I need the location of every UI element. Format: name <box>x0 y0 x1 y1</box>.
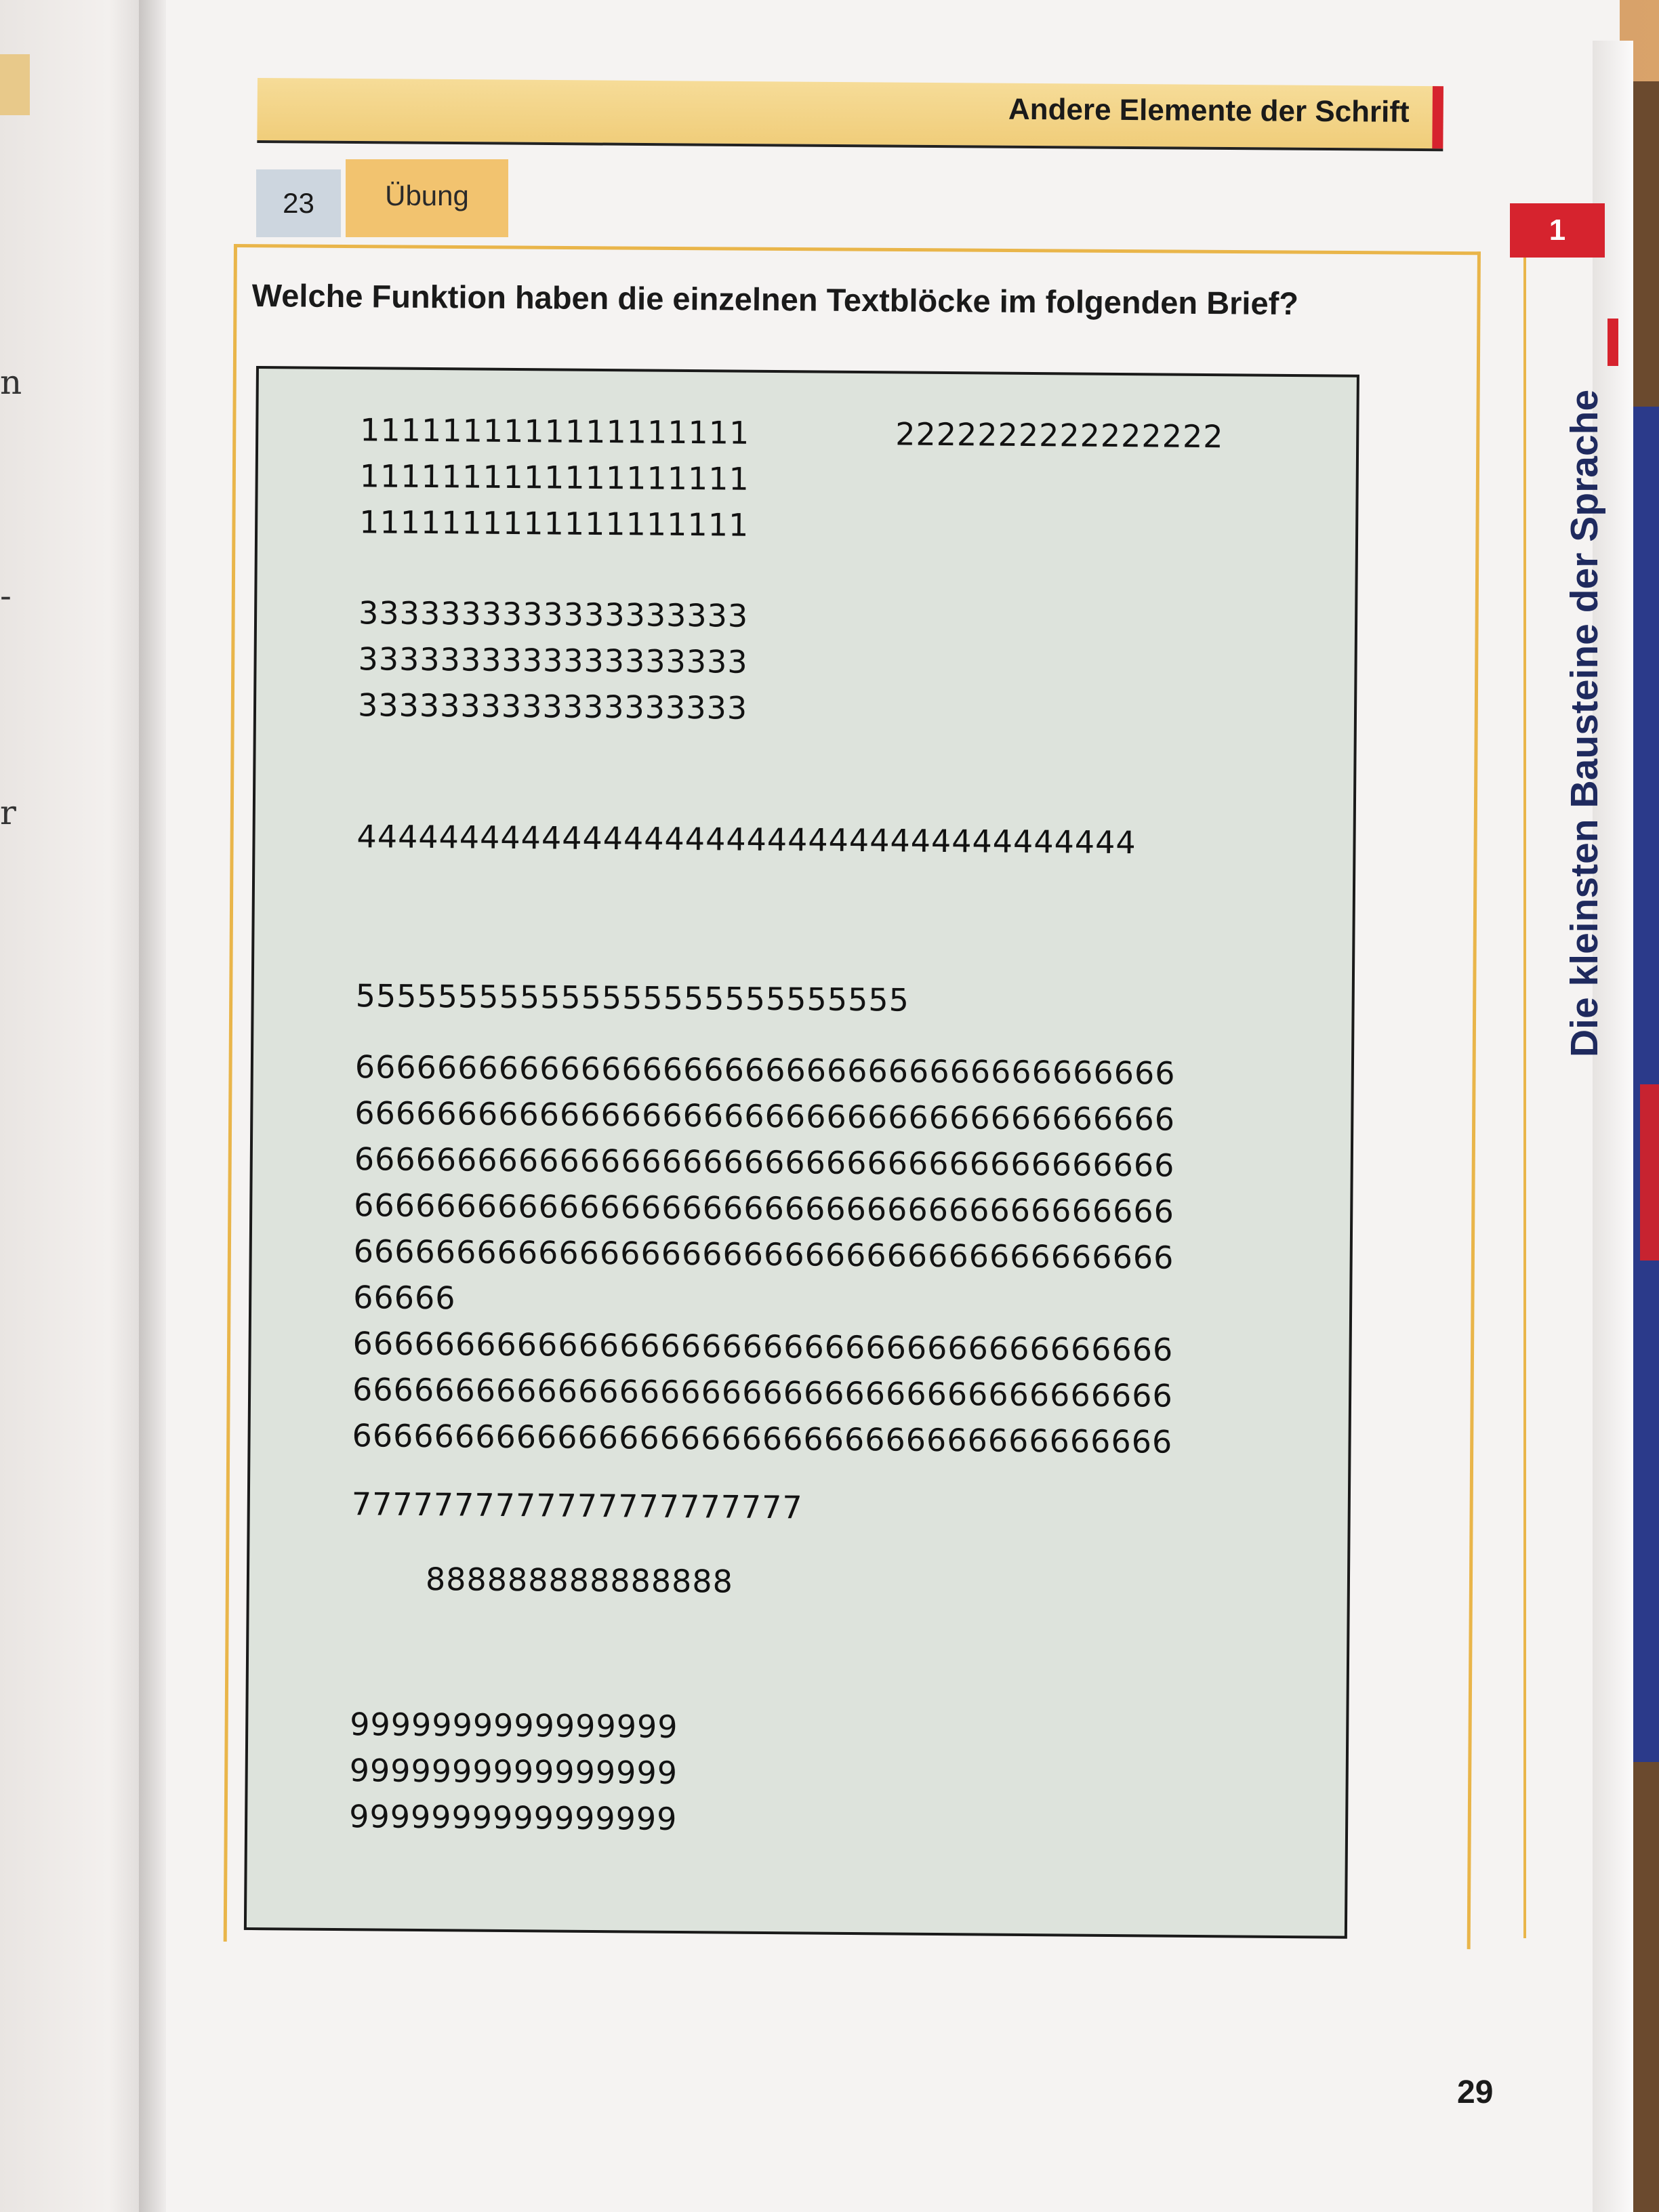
letter-line: 9999999999999999 <box>350 1706 678 1745</box>
letter-block-1 <box>359 407 750 548</box>
letter-block-5 <box>355 972 909 1023</box>
letter-block-2 <box>895 411 1224 459</box>
letter-block-4 <box>356 813 1136 865</box>
left-page-fragment: r <box>0 793 16 832</box>
letter-line: 9999999999999999 <box>349 1752 678 1791</box>
letter-line: 7777777777777777777777 <box>351 1486 803 1526</box>
letter-block-7 <box>352 1481 803 1530</box>
letter-box <box>244 366 1359 1939</box>
left-page <box>0 0 156 2212</box>
exercise-number: 23 <box>283 187 314 219</box>
letter-line: 555555555555555555555555555 <box>355 977 910 1019</box>
letter-line: 9999999999999999 <box>348 1798 678 1837</box>
letter-line: 6666666666666666666666666666666666666666 <box>354 1094 1176 1138</box>
left-page-tab <box>0 54 30 115</box>
letter-line: 3333333333333333333 <box>358 640 748 680</box>
letter-line: 6666666666666666666666666666666666666666 <box>354 1141 1175 1184</box>
letter-line: 6666666666666666666666666666666666666666 <box>352 1371 1173 1414</box>
letter-line: 1111111111111111111 <box>359 504 750 544</box>
book-gutter <box>139 0 166 2212</box>
letter-line: 1111111111111111111 <box>359 457 750 497</box>
letter-block-3 <box>358 590 749 731</box>
letter-line: 6666666666666666666666666666666666666666 <box>354 1048 1176 1092</box>
header-red-mark <box>1432 86 1443 148</box>
letter-block-9 <box>349 1701 678 1842</box>
exercise-label: Übung <box>385 180 469 211</box>
letter-line: 3333333333333333333 <box>357 687 748 726</box>
book-cover-red-edge <box>1640 1084 1659 1261</box>
side-red-mark <box>1607 319 1618 366</box>
running-header <box>257 78 1443 151</box>
letter-line: 44444444444444444444444444444444444444 <box>356 818 1136 861</box>
letter-block-6 <box>352 1044 1175 1465</box>
letter-line: 6666666666666666666666666666666666666666 <box>354 1187 1175 1230</box>
left-page-fragment: n <box>0 363 22 402</box>
letter-block-8 <box>426 1556 734 1605</box>
letter-line: 6666666666666666666666666666666666666666 <box>352 1417 1173 1460</box>
letter-line: 888888888888888 <box>425 1561 734 1600</box>
letter-line: 66666 <box>352 1279 456 1317</box>
chapter-number-tab: 1 <box>1510 203 1605 258</box>
page-edge <box>1593 41 1633 2212</box>
side-rule <box>1523 244 1526 1938</box>
letter-line: 1111111111111111111 <box>360 411 750 451</box>
letter-line: 6666666666666666666666666666666666666666 <box>352 1325 1174 1368</box>
page-number: 29 <box>1457 2074 1494 2110</box>
letter-line: 6666666666666666666666666666666666666666 <box>353 1233 1174 1276</box>
left-page-fragment: - <box>0 576 12 615</box>
chapter-title: Die kleinsten Bausteine der Sprache <box>1563 389 1606 1057</box>
letter-line: 2222222222222222 <box>895 415 1224 455</box>
exercise-label-tab <box>346 159 508 237</box>
exercise-number-tab <box>256 169 341 237</box>
header-title: Andere Elemente der Schrift <box>1008 92 1410 129</box>
exercise-question: Welche Funktion haben die einzelnen Textblöcke im folgenden Brief? <box>251 276 1299 322</box>
letter-line: 3333333333333333333 <box>358 594 749 634</box>
